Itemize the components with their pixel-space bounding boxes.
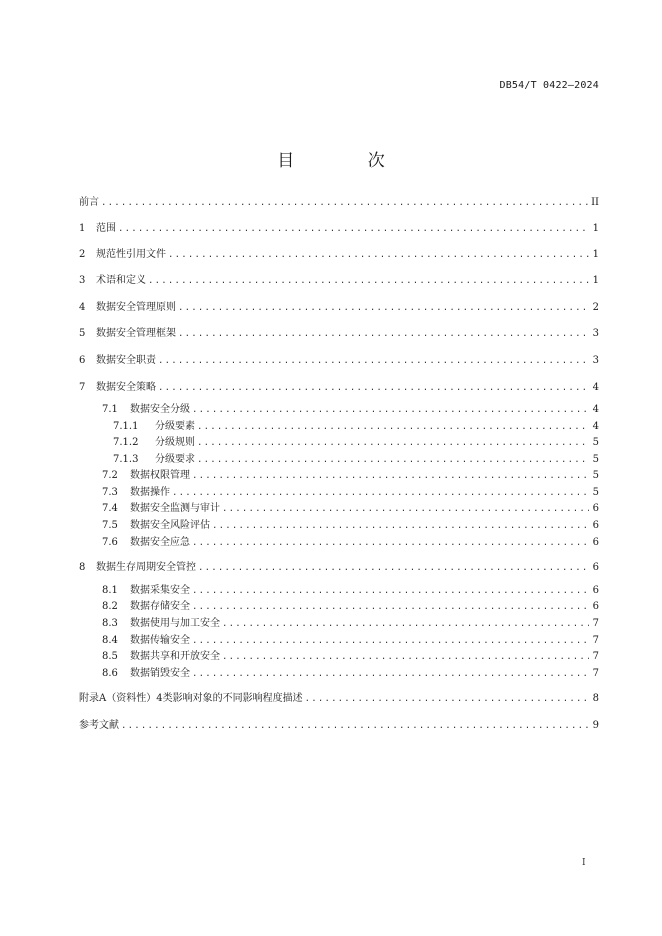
toc-leader-dots <box>192 469 589 483</box>
toc-entry-number: 6 <box>79 355 86 366</box>
toc-leader-dots <box>192 634 589 648</box>
toc-entry[interactable] <box>102 650 599 664</box>
toc-entry-page: 4 <box>592 404 599 415</box>
toc-leader-dots <box>212 519 589 533</box>
page-number: I <box>582 858 586 868</box>
toc-leader-dots <box>168 248 589 262</box>
toc-leader-dots <box>192 584 589 598</box>
toc-entry-number: 2 <box>79 249 86 260</box>
toc-leader-dots <box>121 719 589 733</box>
toc-leader-dots <box>197 453 589 467</box>
toc-entry-page: 6 <box>592 537 599 548</box>
toc-entry-title: 数据安全职责 <box>96 355 156 366</box>
toc-entry-title: 参考文献 <box>79 720 119 731</box>
toc-entry[interactable] <box>79 719 599 733</box>
toc-leader-dots <box>118 222 589 236</box>
toc-leader-dots <box>192 403 589 417</box>
toc-entry-page: 5 <box>592 470 599 481</box>
toc-entry-title: 数据存储安全 <box>130 601 190 612</box>
toc-entry-page: 2 <box>592 302 599 313</box>
toc-entry-page: 6 <box>592 585 599 596</box>
toc-entry-title: 范围 <box>96 223 116 234</box>
toc-entry[interactable] <box>79 381 599 395</box>
toc-entry-page: 7 <box>592 635 599 646</box>
toc-entry-title: 数据传输安全 <box>130 635 190 646</box>
standard-code: DB54/T 0422—2024 <box>499 80 599 91</box>
toc-entry-title: 数据采集安全 <box>130 585 190 596</box>
toc-entry-title: 数据操作 <box>130 487 170 498</box>
toc-entry[interactable] <box>102 634 599 648</box>
toc-leader-dots <box>158 381 589 395</box>
toc-entry-page: 6 <box>592 601 599 612</box>
toc-entry-number: 7.6 <box>102 537 118 548</box>
toc-leader-dots <box>148 274 589 288</box>
toc-entry-page: 3 <box>592 355 599 366</box>
toc-entry-number: 7 <box>79 382 86 393</box>
toc-entry[interactable] <box>102 600 599 614</box>
toc-entry[interactable] <box>79 196 599 210</box>
toc-entry-number: 5 <box>79 328 86 339</box>
toc-leader-dots <box>192 600 589 614</box>
toc-entry-title: 前言 <box>79 197 99 208</box>
toc-entry[interactable] <box>113 453 599 467</box>
toc-entry-page: 9 <box>592 720 599 731</box>
toc-entry[interactable] <box>79 354 599 368</box>
toc-entry-title: 分级要求 <box>155 454 195 465</box>
toc-leader-dots <box>222 650 589 664</box>
toc-entry[interactable] <box>79 248 599 262</box>
toc-leader-dots <box>222 502 589 516</box>
toc-entry-page: II <box>591 197 599 208</box>
toc-entry-page: 8 <box>592 693 599 704</box>
toc-entry-title: 数据安全管理框架 <box>96 328 176 339</box>
toc-entry[interactable] <box>102 584 599 598</box>
toc-entry[interactable] <box>102 536 599 550</box>
toc-entry-title: 数据权限管理 <box>130 470 190 481</box>
page-title: 目 次 <box>277 151 419 171</box>
toc-entry-title: 分级要素 <box>155 421 195 432</box>
toc-entry-number: 7.1 <box>102 404 118 415</box>
toc-leader-dots <box>178 301 589 315</box>
toc-entry-page: 6 <box>592 562 599 573</box>
toc-entry-title: 数据安全策略 <box>96 382 156 393</box>
toc-entry-title: 附录A（资料性）4类影响对象的不同影响程度描述 <box>79 693 303 704</box>
toc-entry-number: 8.1 <box>102 585 118 596</box>
toc-entry-page: 5 <box>592 437 599 448</box>
toc-entry[interactable] <box>102 403 599 417</box>
toc-entry-number: 7.1.1 <box>113 421 139 432</box>
toc-entry[interactable] <box>102 617 599 631</box>
toc-entry[interactable] <box>102 519 599 533</box>
toc-entry-number: 7.2 <box>102 470 118 481</box>
toc-entry-title: 数据安全管理原则 <box>96 302 176 313</box>
toc-leader-dots <box>305 692 589 706</box>
toc-entry[interactable] <box>102 486 599 500</box>
toc-entry[interactable] <box>102 667 599 681</box>
toc-entry-title: 规范性引用文件 <box>96 249 166 260</box>
toc-entry[interactable] <box>79 692 599 706</box>
toc-entry-page: 4 <box>592 382 599 393</box>
toc-entry[interactable] <box>79 561 599 575</box>
toc-entry-page: 1 <box>592 249 599 260</box>
toc-entry-number: 8.2 <box>102 601 118 612</box>
toc-leader-dots <box>198 561 589 575</box>
toc-entry-title: 数据安全监测与审计 <box>130 503 220 514</box>
toc-entry[interactable] <box>79 222 599 236</box>
toc-entry-title: 数据使用与加工安全 <box>130 618 220 629</box>
toc-entry[interactable] <box>79 301 599 315</box>
toc-entry[interactable] <box>113 436 599 450</box>
toc-entry[interactable] <box>113 420 599 434</box>
toc-entry[interactable] <box>79 274 599 288</box>
toc-entry-title: 数据安全分级 <box>130 404 190 415</box>
toc-entry-number: 8.6 <box>102 668 118 679</box>
toc-entry-page: 5 <box>592 454 599 465</box>
toc-entry-number: 7.1.3 <box>113 454 139 465</box>
toc-entry-page: 3 <box>592 328 599 339</box>
toc-entry-number: 8 <box>79 562 86 573</box>
toc-leader-dots <box>192 536 589 550</box>
toc-entry-number: 8.4 <box>102 635 118 646</box>
toc-leader-dots <box>197 420 589 434</box>
toc-leader-dots <box>197 436 589 450</box>
toc-leader-dots <box>222 617 589 631</box>
toc-entry-title: 数据共享和开放安全 <box>130 651 220 662</box>
toc-leader-dots <box>101 196 589 210</box>
toc-entry-page: 5 <box>592 487 599 498</box>
toc-leader-dots <box>178 327 589 341</box>
toc-entry-title: 分级规则 <box>155 437 195 448</box>
toc-entry-number: 3 <box>79 275 86 286</box>
toc-entry-title: 数据销毁安全 <box>130 668 190 679</box>
toc-leader-dots <box>158 354 589 368</box>
toc-entry-page: 7 <box>592 651 599 662</box>
toc-leader-dots <box>172 486 589 500</box>
toc-entry-number: 4 <box>79 302 86 313</box>
toc-entry-number: 1 <box>79 223 86 234</box>
toc-entry-title: 术语和定义 <box>96 275 146 286</box>
toc-entry-page: 7 <box>592 668 599 679</box>
toc-entry-page: 1 <box>592 223 599 234</box>
toc-entry[interactable] <box>102 469 599 483</box>
toc-entry[interactable] <box>79 327 599 341</box>
toc-entry-page: 7 <box>592 618 599 629</box>
toc-entry-title: 数据安全应急 <box>130 537 190 548</box>
toc-entry-number: 7.3 <box>102 487 118 498</box>
toc-entry-number: 7.1.2 <box>113 437 139 448</box>
toc-entry-number: 8.3 <box>102 618 118 629</box>
toc-entry-page: 1 <box>592 275 599 286</box>
toc-entry-title: 数据安全风险评估 <box>130 520 210 531</box>
toc-entry-number: 7.4 <box>102 503 118 514</box>
toc-entry-number: 7.5 <box>102 520 118 531</box>
toc-entry-page: 4 <box>592 421 599 432</box>
toc-entry-page: 6 <box>592 503 599 514</box>
toc-entry-title: 数据生存周期安全管控 <box>96 562 196 573</box>
toc-entry[interactable] <box>102 502 599 516</box>
toc-entry-page: 6 <box>592 520 599 531</box>
toc-entry-number: 8.5 <box>102 651 118 662</box>
toc-leader-dots <box>192 667 589 681</box>
